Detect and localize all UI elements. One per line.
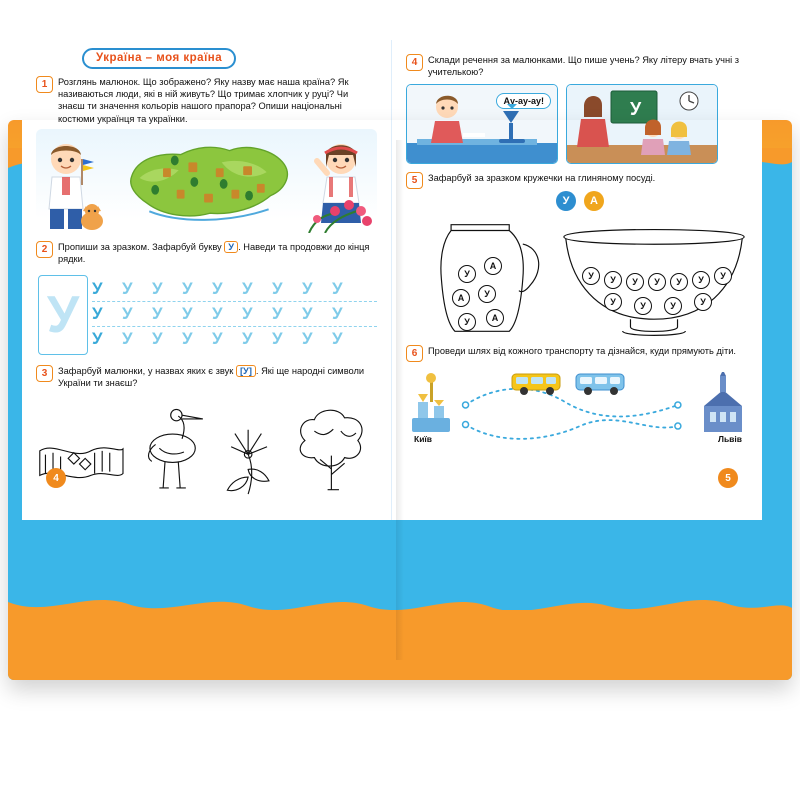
tracing-row: У У У У У У У У У xyxy=(92,329,343,349)
city-label-left: Київ xyxy=(414,434,433,445)
task-5 xyxy=(406,172,748,189)
task-6 xyxy=(406,345,748,362)
page-title: Україна – моя країна xyxy=(82,48,236,69)
task-text: Склади речення за малюнками. Що пише учень? Яку літеру вчать учні з учителькою? xyxy=(428,55,740,78)
task-number: 1 xyxy=(36,76,53,93)
task-text xyxy=(58,365,377,389)
flowers-decoration xyxy=(305,189,377,233)
page-number-left: 4 xyxy=(46,468,66,488)
coloring-drawings-row xyxy=(36,396,377,500)
right-page xyxy=(392,40,762,520)
task-text xyxy=(58,241,377,265)
jug-circle: А xyxy=(484,257,502,275)
rushnyk-towel-drawing xyxy=(36,430,127,500)
illustration-ukraine-map xyxy=(36,129,377,233)
page-spread xyxy=(22,40,762,520)
cat-illustration xyxy=(76,201,108,231)
bowl-circle: У xyxy=(714,267,732,285)
speech-bubble: Ау-ау-ау! xyxy=(496,93,551,109)
bowl-circle: У xyxy=(634,297,652,315)
color-legend xyxy=(556,191,604,211)
tracing-row: У У У У У У У У У xyxy=(92,277,377,302)
task-number: 5 xyxy=(406,172,423,189)
book-spine-shadow xyxy=(396,140,404,660)
classroom-illustration xyxy=(567,85,717,163)
task-1 xyxy=(36,76,377,125)
task-text: Розглянь малюнок. Що зображено? Яку назву має наша країна? Як називаються люди, які в ній живуть? Що тримає хлопчик у руці? Чи знаєш ти значення кольорів нашого прапора? Опиши національні костюми українця та українки. xyxy=(58,77,349,124)
ukraine-map-shape xyxy=(120,133,296,227)
path-maze-exercise xyxy=(406,368,748,460)
jug-circle: У xyxy=(478,285,496,303)
legend-chip-a: А xyxy=(584,191,604,211)
tracing-row: У У У У У У У У У xyxy=(92,302,377,327)
bowl-circle: У xyxy=(670,273,688,291)
bowl-circle: У xyxy=(582,267,600,285)
task-2 xyxy=(36,241,377,265)
jug-circle: У xyxy=(458,265,476,283)
stork-drawing xyxy=(131,404,212,500)
highlight-sound: [У] xyxy=(236,365,256,377)
jug-circle: А xyxy=(452,289,470,307)
task-number: 3 xyxy=(36,365,53,382)
task-text-before: Пропиши за зразком. Зафарбуй букву xyxy=(58,241,222,252)
photo-classroom xyxy=(566,84,718,164)
page-number-right: 5 xyxy=(718,468,738,488)
letter-tracing-exercise xyxy=(36,271,377,357)
sample-letter-box xyxy=(38,275,88,355)
bowl-circle: У xyxy=(694,293,712,311)
highlight-letter: У xyxy=(224,241,238,253)
left-page xyxy=(22,40,392,520)
task-text-before: Зафарбуй малюнки, у назвах яких є звук xyxy=(58,366,234,377)
bowl-circle: У xyxy=(604,293,622,311)
legend-chip-u: У xyxy=(556,191,576,211)
bus-blue-icon xyxy=(574,370,628,398)
task-4 xyxy=(406,54,748,78)
bowl-circle: У xyxy=(626,273,644,291)
photo-pair xyxy=(406,84,748,164)
jug-circle: У xyxy=(458,313,476,331)
task-number: 4 xyxy=(406,54,423,71)
photo-boy-writing xyxy=(406,84,558,164)
kyiv-landmark-icon xyxy=(408,372,454,436)
viburnum-flower-drawing xyxy=(216,420,282,500)
jug-circle: А xyxy=(486,309,504,327)
task-text-after: . Які ще народні символи України ти знаєш? xyxy=(58,366,365,389)
bowl-circle: У xyxy=(664,297,682,315)
bowl-circle: У xyxy=(692,271,710,289)
city-label-right: Львів xyxy=(717,434,742,445)
task-number: 6 xyxy=(406,345,423,362)
oak-tree-drawing xyxy=(286,400,377,500)
bowl-circle: У xyxy=(604,271,622,289)
task-3 xyxy=(36,365,377,389)
clay-jug-drawing xyxy=(410,215,560,341)
task-text-after: . Наведи та продовжи до кінця рядки. xyxy=(58,241,370,265)
bus-yellow-icon xyxy=(510,370,564,398)
svg-text:У: У xyxy=(630,99,642,120)
task-number: 2 xyxy=(36,241,53,258)
sample-letter: У xyxy=(46,286,80,345)
tracing-rows xyxy=(92,277,377,353)
bowl-circle: У xyxy=(648,273,666,291)
task-text: Зафарбуй за зразком кружечки на глиняному посуді. xyxy=(428,173,656,184)
task-text: Проведи шлях від кожного транспорту та дізнайся, куди прямують діти. xyxy=(428,346,737,357)
pottery-coloring-exercise xyxy=(406,193,748,343)
